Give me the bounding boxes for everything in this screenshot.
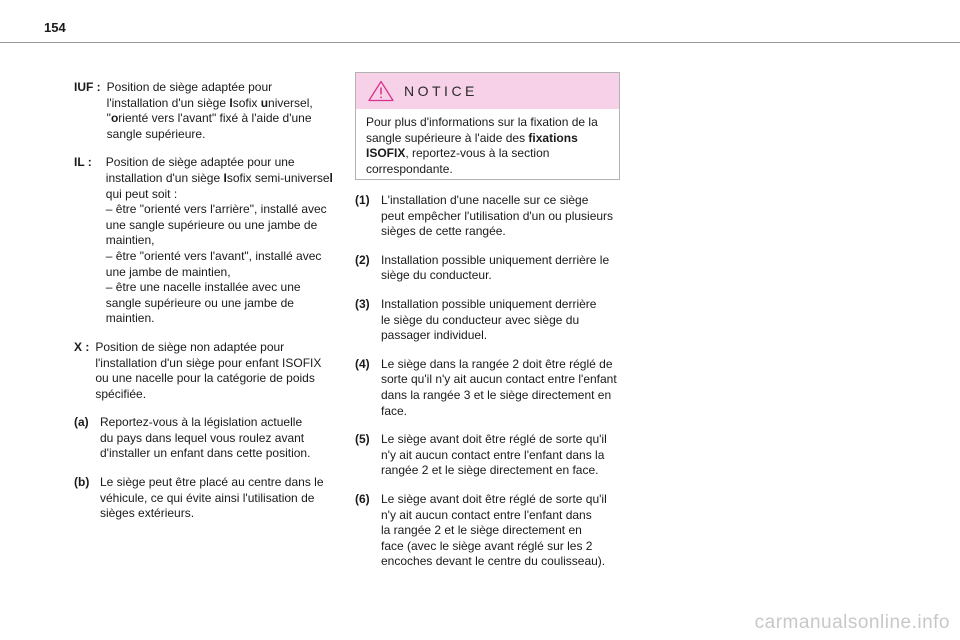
text-line: rangée 2 et le siège directement en face. [381, 463, 599, 478]
page-number: 154 [44, 20, 66, 35]
right-column [355, 193, 623, 583]
footnote-text [381, 253, 623, 284]
note-text [100, 475, 344, 522]
footnote-marker: (1) [355, 193, 370, 207]
left-column [74, 80, 344, 535]
watermark-text: carmanualsonline.info [754, 612, 950, 633]
text-line: face (avec le siège avant réglé sur les 2 [381, 538, 593, 553]
footnote-marker: (2) [355, 252, 370, 267]
text-line: maintien. [105, 311, 155, 326]
warning-icon [368, 80, 394, 102]
text-line: sièges de cette rangée. [381, 224, 506, 239]
text-line: Le siège avant doit être réglé de sorte qu'il [381, 491, 607, 506]
footnote-2 [355, 253, 623, 284]
text-line: Le siège dans la rangée 2 doit être réglé de [381, 356, 613, 371]
footnote-text [381, 193, 623, 240]
text-line: véhicule, ce qui évite ainsi l'utilisation de [100, 490, 315, 505]
footnote-text [381, 432, 623, 479]
definition-text [89, 340, 344, 402]
text-line: – être "orienté vers l'avant", installé avec [105, 248, 322, 263]
text-line: installation d'un siège Isofix semi-universel [105, 170, 333, 185]
text-line: Le siège peut être placé au centre dans le [100, 475, 324, 490]
notice-title: NOTICE [404, 83, 478, 99]
text-line: peut empêcher l'utilisation d'un ou plusieurs [381, 208, 614, 223]
text-line: Position de siège non adaptée pour [95, 339, 285, 354]
footnote-marker: (4) [355, 356, 370, 371]
footnote-text [381, 492, 623, 570]
footnote-marker: (3) [355, 296, 370, 311]
note-marker: (b) [74, 475, 90, 490]
notice-box [355, 72, 620, 180]
header-divider [0, 42, 960, 43]
footnote-marker: (5) [355, 432, 370, 447]
text-line: sangle supérieure ou une jambe de [105, 295, 294, 310]
text-line: une sangle supérieure ou une jambe de [105, 217, 318, 232]
footnote-text [381, 297, 623, 344]
text-line: sorte qu'il n'y ait aucun contact entre l'enfant [381, 372, 617, 387]
text-line: Installation possible uniquement derrière [381, 296, 597, 311]
notice-text: Pour plus d'informations sur la fixation de la sangle supérieure à l'aide des fixations ISOFIX, reportez-vous à la section correspondante. [366, 115, 598, 176]
text-line: encoches devant le centre du coulisseau). [381, 554, 606, 569]
text-line: "orienté vers l'avant" fixé à l'aide d'une [106, 111, 312, 126]
text-line: Position de siège adaptée pour une [105, 155, 295, 170]
text-line: Position de siège adaptée pour [106, 80, 273, 94]
text-line: spécifiée. [95, 386, 147, 401]
definition-il [74, 155, 344, 327]
definition-term: IUF : [74, 80, 101, 94]
text-line: une jambe de maintien, [105, 264, 231, 279]
text-line: passager individuel. [381, 328, 488, 343]
text-line: n'y ait aucun contact entre l'enfant dans la [381, 447, 605, 462]
text-line: l'installation d'un siège Isofix universel, [106, 95, 313, 110]
text-line: face. [381, 403, 408, 418]
footnote-marker: (6) [355, 491, 370, 506]
footnote-6 [355, 492, 623, 570]
text-line: l'installation d'un siège pour enfant ISOFIX [95, 355, 322, 370]
text-line: maintien, [105, 233, 155, 248]
text-line: L'installation d'une nacelle sur ce siège [381, 193, 589, 207]
footnote-text [381, 357, 623, 419]
text-line: sangle supérieure. [106, 126, 206, 141]
text-line: Le siège avant doit être réglé de sorte qu'il [381, 432, 607, 447]
text-line: dans la rangée 3 et le siège directement en [381, 387, 612, 402]
text-line: le siège du conducteur avec siège du [381, 312, 580, 327]
text-line: du pays dans lequel vous roulez avant [100, 430, 305, 445]
footnote-4 [355, 357, 623, 419]
definition-iuf [74, 80, 344, 142]
note-marker: (a) [74, 415, 89, 430]
text-line: qui peut soit : [105, 186, 178, 201]
definition-term: X : [74, 339, 90, 354]
note-a [74, 415, 344, 462]
text-line: la rangée 2 et le siège directement en [381, 523, 582, 538]
footnote-1 [355, 193, 623, 240]
text-line: – être une nacelle installée avec une [105, 280, 301, 295]
footnote-3 [355, 297, 623, 344]
text-line: ou une nacelle pour la catégorie de poids [95, 371, 315, 386]
note-b [74, 475, 344, 522]
text-line: n'y ait aucun contact entre l'enfant dans [381, 507, 592, 522]
notice-header [356, 73, 619, 109]
text-line: sièges extérieurs. [100, 506, 195, 521]
note-text [100, 415, 344, 462]
footnote-5 [355, 432, 623, 479]
text-line: d'installer un enfant dans cette position. [100, 446, 311, 461]
text-line: Reportez-vous à la législation actuelle [100, 415, 303, 430]
definition-term: IL : [74, 155, 92, 170]
definition-x [74, 340, 344, 402]
definition-text [101, 80, 344, 142]
text-line: Installation possible uniquement derrière le [381, 252, 610, 267]
text-line: siège du conducteur. [381, 268, 492, 283]
text-line: – être "orienté vers l'arrière", installé avec [105, 202, 327, 217]
definition-text [92, 155, 344, 327]
